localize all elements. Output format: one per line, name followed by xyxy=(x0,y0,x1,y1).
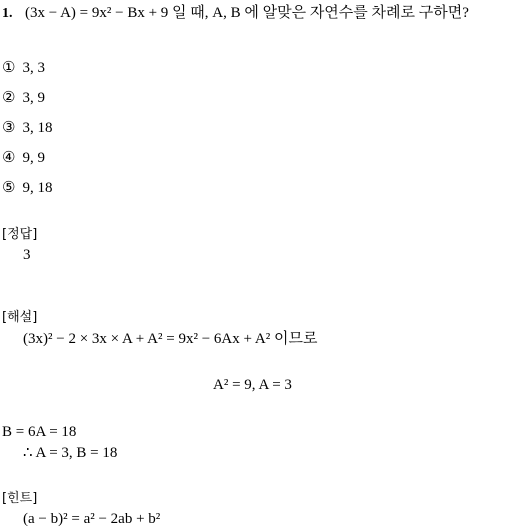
hint-label: [힌트] xyxy=(2,491,38,506)
choice-4[interactable] xyxy=(2,148,45,167)
question xyxy=(2,4,469,23)
choice-mark: ① xyxy=(2,58,16,76)
explanation-line-1: (3x)² − 2 × 3x × A + A² = 9x² − 6Ax + A² 이므로 xyxy=(23,331,318,347)
choice-5[interactable] xyxy=(2,178,52,197)
choice-3[interactable] xyxy=(2,118,52,137)
answer-label: [정답] xyxy=(2,227,38,242)
hint-formula: (a − b)² = a² − 2ab + b² xyxy=(23,511,161,527)
choice-2[interactable] xyxy=(2,88,45,107)
choice-value: 3, 18 xyxy=(22,120,53,136)
explanation-line-2: B = 6A = 18 xyxy=(2,424,77,440)
choice-value: 3, 9 xyxy=(22,90,45,106)
choice-value: 9, 18 xyxy=(22,180,53,196)
explanation-label: [해설] xyxy=(2,310,38,325)
choice-value: 9, 9 xyxy=(22,150,45,166)
choice-mark: ⑤ xyxy=(2,178,16,196)
explanation-line-3: ∴ A = 3, B = 18 xyxy=(23,445,118,461)
choice-mark: ② xyxy=(2,88,16,106)
choice-mark: ③ xyxy=(2,118,16,136)
question-text: (3x − A) = 9x² − Bx + 9 일 때, A, B 에 알맞은 자연수를 차례로 구하면? xyxy=(24,5,469,21)
explanation-centered-equation: A² = 9, A = 3 xyxy=(213,377,292,393)
answer-value: 3 xyxy=(23,247,31,263)
choice-1[interactable] xyxy=(2,58,45,77)
choice-mark: ④ xyxy=(2,148,16,166)
question-number: 1. xyxy=(2,6,13,21)
choice-value: 3, 3 xyxy=(22,60,45,76)
